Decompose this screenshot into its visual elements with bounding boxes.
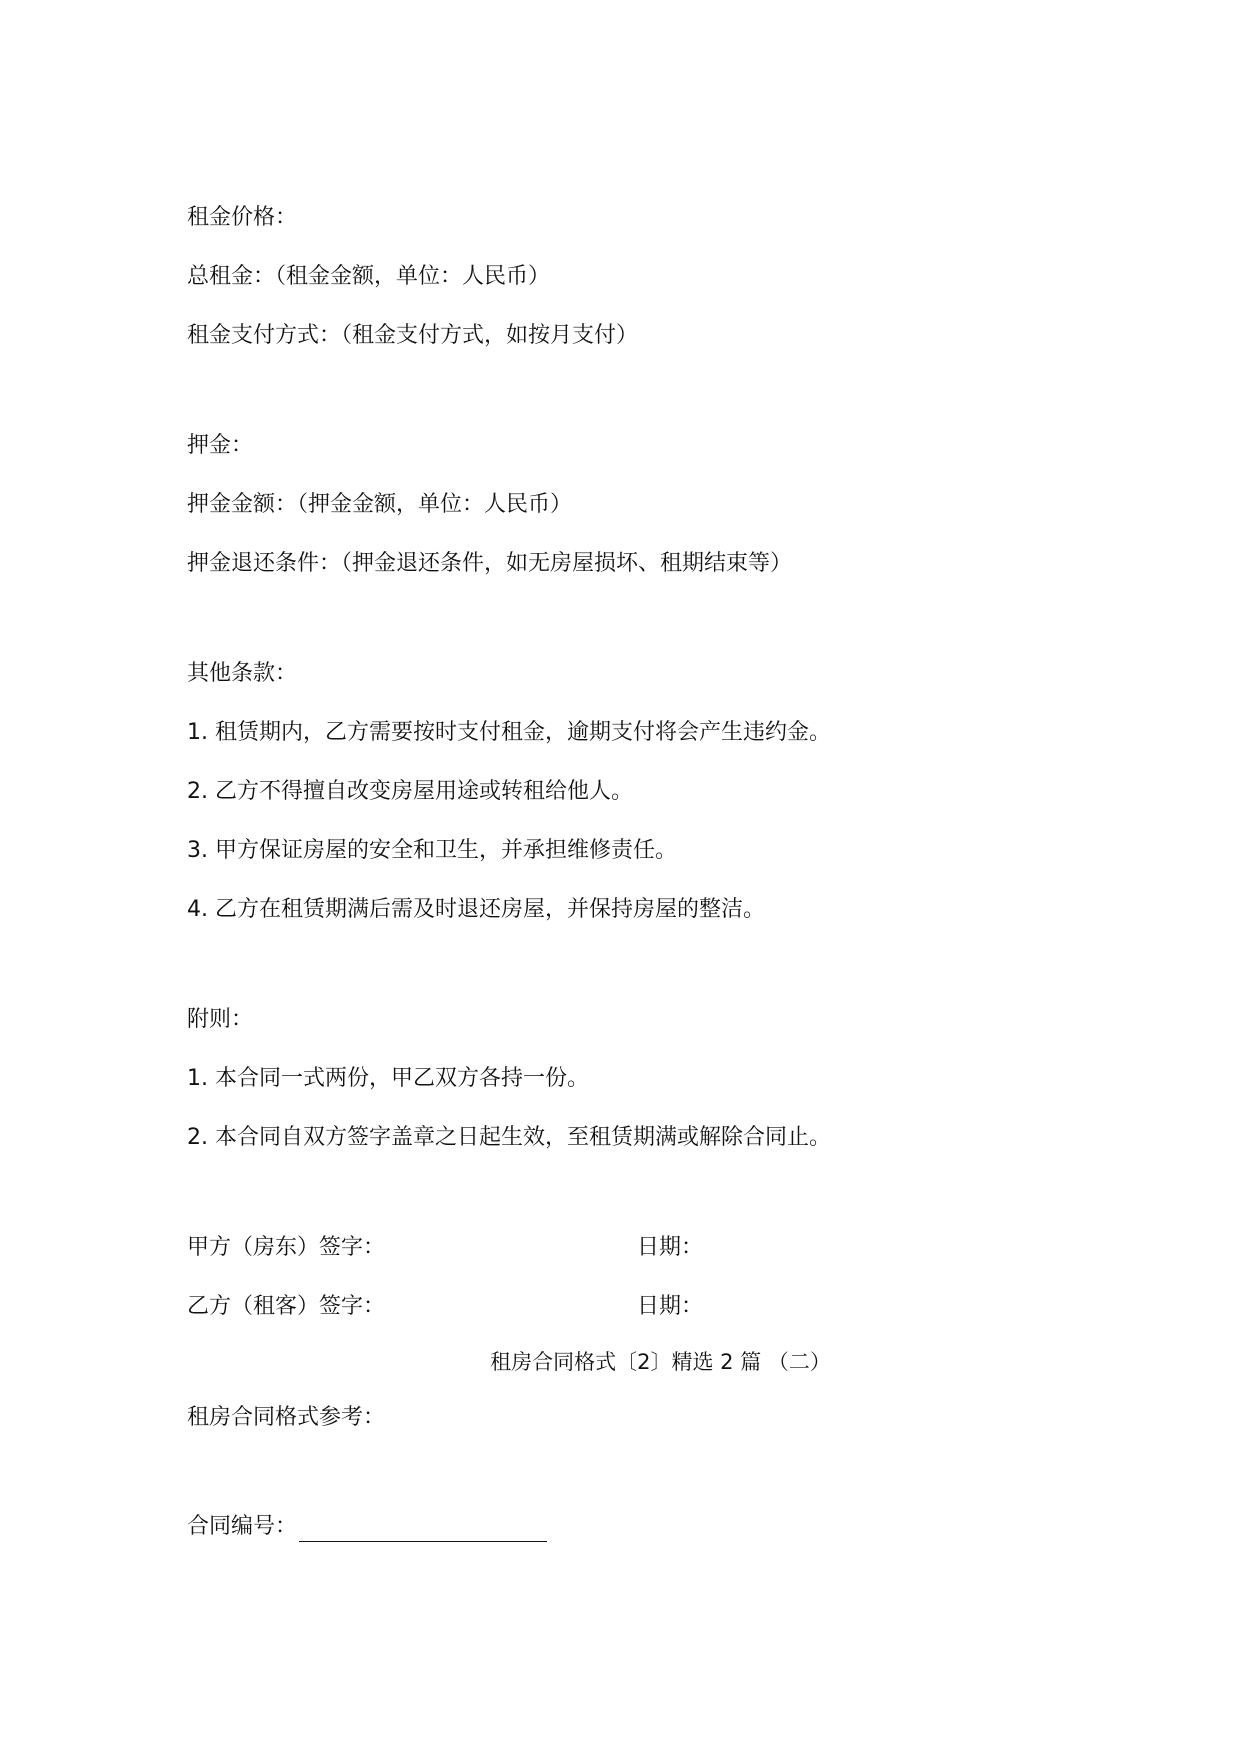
deposit-heading: 押金： xyxy=(187,433,254,458)
rent-total: 总租金：（租金金额，单位：人民币） xyxy=(187,264,551,289)
appendix-item: 2. 本合同自双方签字盖章之日起生效，至租赁期满或解除合同止。 xyxy=(187,1125,831,1150)
tenant-date-label: 日期： xyxy=(637,1294,704,1319)
rent-payment-method: 租金支付方式：（租金支付方式，如按月支付） xyxy=(187,323,639,348)
section-two-title xyxy=(0,1347,1241,1377)
deposit-refund-conditions: 押金退还条件：（押金退还条件，如无房屋损坏、租期结束等） xyxy=(187,551,793,576)
other-terms-item: 1. 租赁期内，乙方需要按时支付租金，逾期支付将会产生违约金。 xyxy=(187,720,831,745)
tenant-signature-label: 乙方（租客）签字： xyxy=(187,1294,386,1319)
other-terms-heading: 其他条款： xyxy=(187,661,298,686)
other-terms-item: 3. 甲方保证房屋的安全和卫生，并承担维修责任。 xyxy=(187,838,677,863)
appendix-heading: 附则： xyxy=(187,1007,254,1032)
contract-number-row xyxy=(187,1512,547,1542)
landlord-date-label: 日期： xyxy=(637,1235,704,1260)
landlord-signature-label: 甲方（房东）签字： xyxy=(187,1235,386,1260)
contract-number-blank xyxy=(299,1519,547,1542)
other-terms-item: 4. 乙方在租赁期满后需及时退还房屋，并保持房屋的整洁。 xyxy=(187,897,765,922)
deposit-amount: 押金金额：（押金金额，单位：人民币） xyxy=(187,492,573,517)
section-two-title-text: 租房合同格式〔2〕精选 2 篇 （二） xyxy=(490,1350,831,1374)
rent-heading: 租金价格： xyxy=(187,205,298,230)
other-terms-item: 2. 乙方不得擅自改变房屋用途或转租给他人。 xyxy=(187,779,633,804)
appendix-item: 1. 本合同一式两份，甲乙双方各持一份。 xyxy=(187,1066,589,1091)
reference-heading: 租房合同格式参考： xyxy=(187,1405,386,1430)
contract-number-label: 合同编号： xyxy=(187,1514,298,1539)
